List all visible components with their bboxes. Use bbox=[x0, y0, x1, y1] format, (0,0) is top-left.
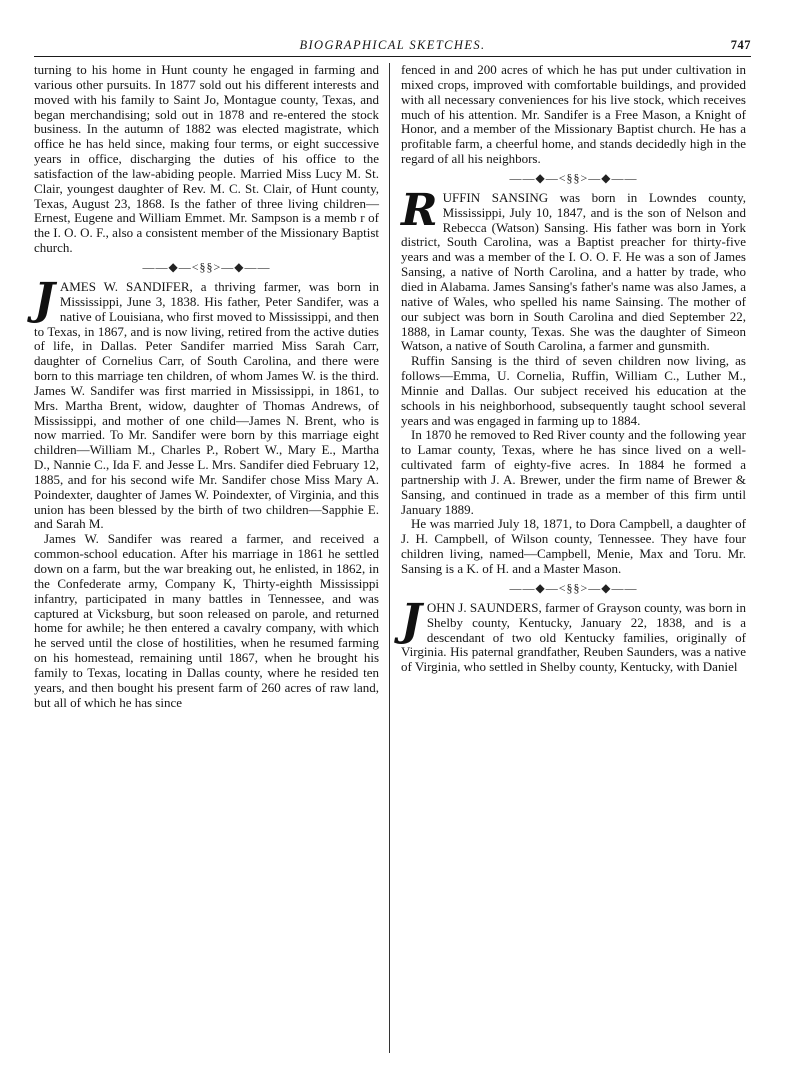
sansing-paragraph-4: He was married July 18, 1871, to Dora Campbell, a daughter of J. H. Campbell, of Wilson county, Tennessee. They have four children living, named—Campbell, Menie, Max and Toru. Mr. Sansing is a K. of H. and a Master Mason. bbox=[401, 516, 746, 576]
page-number: 747 bbox=[730, 38, 751, 52]
column-rule bbox=[389, 63, 390, 1053]
sansing-sketch-opening bbox=[401, 184, 746, 354]
saunders-sketch-opening bbox=[401, 594, 746, 675]
section-divider-ornament: ——◆—<§§>—◆—— bbox=[509, 170, 638, 185]
drop-cap-j: J bbox=[34, 273, 55, 325]
sansing-paragraph-2: Ruffin Sansing is the third of seven children now living, as follows—Emma, U. Cornelia, Ruffin, William C., Luther M., Minnie and Dallas. Our subject received his education at the schools in his neighborhood, subsequently taught school several years and was engaged in farming up to 1884. bbox=[401, 353, 746, 428]
saunders-paragraph-1: OHN J. SAUNDERS, farmer of Grayson county, was born in Shelby county, Kentucky, January 22, 1838, and is a descendant of two old Kentucky families, originally of Virginia. His paternal grandfather, Reuben Saunders, was a native of Virginia, who settled in Shelby county, Kentucky, with Daniel bbox=[401, 599, 746, 675]
sandifer-paragraph-1: AMES W. SANDIFER, a thriving farmer, was born in Mississippi, June 3, 1838. His father, Peter Sandifer, was a native of Louisiana, who first moved to Mississippi, and then to Texas, in 1867, and is now living, retired from the active duties of life, in Dallas. Peter Sandifer married Miss Sarah Carr, daughter of Cornelius Carr, of South Carolina, and there were born to this marriage ten children, of whom James W. is the third. James W. Sandifer was first married in Mississippi, in 1861, to Mrs. Martha Brent, widow, daughter of Thomas Andrews, of Mississippi, and mother of one child—James N. Brent, who is now married. To Mr. Sandifer were born by this marriage eight children—William M., Charles P., Robert W., Mary E., Martha D., Nannie C., Ida F. and Jesse L. Mrs. Sandifer died February 12, 1885, and for his second wife Mr. Sandifer chose Miss Mary A. Poindexter, daughter of James W. Poindexter, of Virginia, and this union has been blessed by the birth of two children—Sapphie E. and Sarah M. bbox=[34, 278, 379, 532]
drop-cap-r: R bbox=[401, 184, 438, 236]
sansing-paragraph-3: In 1870 he removed to Red River county and the following year to Lamar county, Texas, where he has since lived on a well-cultivated farm of eighty-five acres. In 1884 he formed a partnership with J. A. Brewer, under the firm name of Brewer & Sansing, and continued in trade as a member of this firm until January 1889. bbox=[401, 427, 746, 517]
left-column bbox=[34, 63, 379, 1053]
sansing-paragraph-1: UFFIN SANSING was born in Lowndes county, Mississippi, July 10, 1847, and is the son of Nelson and Rebecca (Watson) Sansing. His father was born in York district, South Carolina, was a Baptist preacher for thirty-five years and was a member of the I. O. O. F. He was a son of James Sansing, a native of North Carolina, and a hatter by trade, who died in Alabama. James Sansing's father's name was also James, a native of Wales, who spelled his name Sainsing. The mother of our subject was born in South Carolina and died September 22, 1888, in Lamar county, Texas. She was the daughter of Simeon Watson, a native of South Carolina, a farmer and gunsmith. bbox=[401, 189, 746, 354]
right-column bbox=[401, 63, 746, 1053]
header-rule bbox=[34, 56, 751, 57]
running-head bbox=[34, 34, 751, 54]
sandifer-sketch-opening bbox=[34, 273, 379, 532]
section-divider-ornament: ——◆—<§§>—◆—— bbox=[142, 259, 271, 274]
two-column-body bbox=[34, 63, 751, 1053]
sandifer-paragraph-2: James W. Sandifer was reared a farmer, and received a common-school education. After his marriage in 1861 he settled down on a farm, but the war breaking out, he enlisted, in 1862, in the Confederate army, Company K, Thirty-eighth Mississippi infantry, participated in many battles in Tennessee, and was captured at Vicksburg, but soon released on parole, and returned home for awhile; he then entered a cavalry company, with which he served until the close of hostilities, when he resumed farming on his homestead, remaining until 1867, when he brought his family to Texas, locating in Dallas county, where he resided ten years, and then bought his present farm of 260 acres of raw land, but all of which he has since bbox=[34, 531, 379, 710]
running-title: BIOGRAPHICAL SKETCHES. bbox=[299, 38, 486, 52]
sampson-continuation: turning to his home in Hunt county he engaged in farming and various other pursuits. In 1877 sold out his different interests and moved with his family to Saint Jo, Montague county, Texas, and began merchandising; sold out in 1878 and re-entered the stock business. In the autumn of 1882 was elected magistrate, which office he has held since, making four terms, or eight successive years in office, discharging the duties of his office to the satisfaction of the law-abiding people. Married Miss Lucy M. St. Clair, youngest daughter of Rev. M. C. St. Clair, of Hunt county, Texas, August 23, 1868. Is the father of three living children—Ernest, Eugene and William Emmet. Mr. Sampson is a memb r of the I. O. O. F., also a consistent member of the Missionary Baptist church. bbox=[34, 62, 379, 256]
sandifer-continuation: fenced in and 200 acres of which he has put under cultivation in mixed crops, improved with comfortable buildings, and provided with all necessary conveniences for his live stock, which receives much of his attention. Mr. Sandifer is a Free Mason, a Knight of Honor, and a member of the Missionary Baptist church. He has a profitable farm, a cheerful home, and stands decidedly high in the regard of all his neighbors. bbox=[401, 62, 746, 167]
drop-cap-j: J bbox=[401, 594, 422, 646]
section-divider-ornament: ——◆—<§§>—◆—— bbox=[509, 580, 638, 595]
